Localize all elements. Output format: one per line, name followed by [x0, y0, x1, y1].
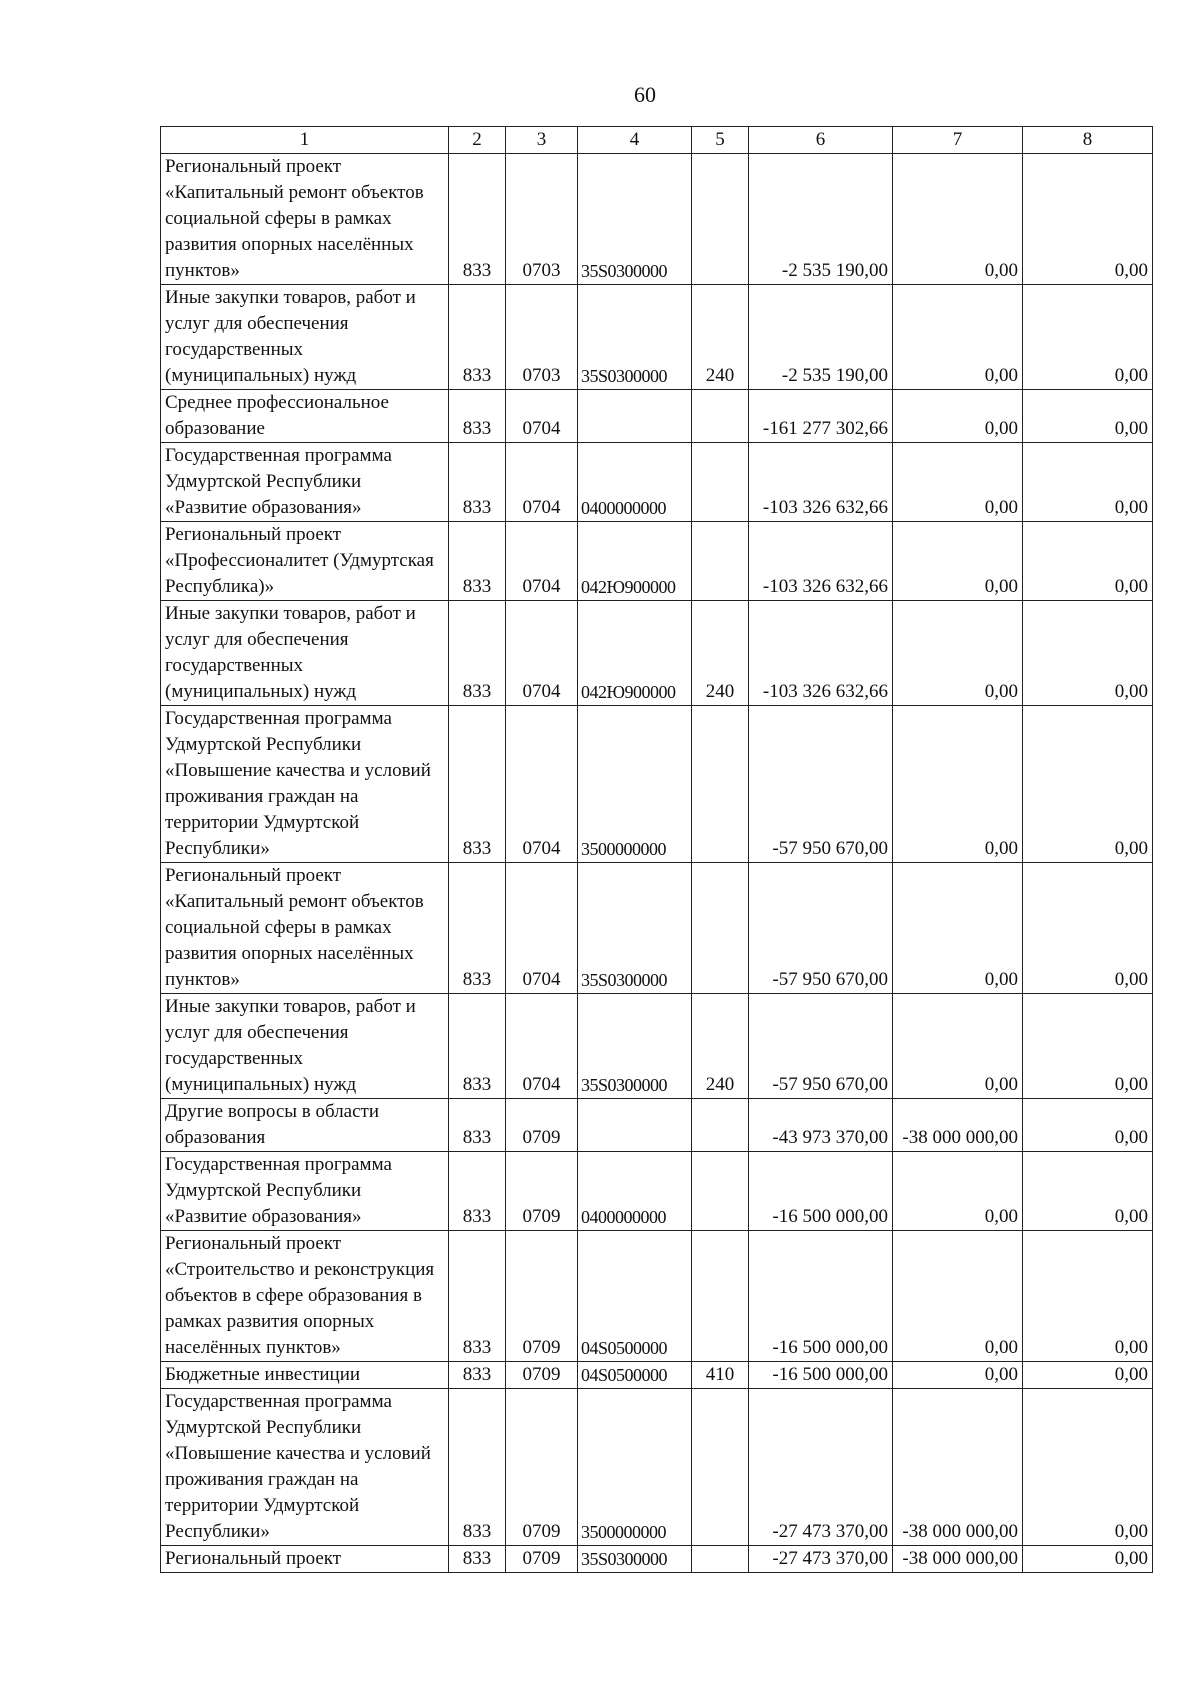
section-code-cell: 0709 [506, 1231, 578, 1362]
amount-col7-cell: 0,00 [893, 154, 1023, 285]
amount-col6-cell: -161 277 302,66 [749, 390, 893, 443]
section-code-cell: 0704 [506, 706, 578, 863]
item-name-cell: Иные закупки товаров, работ и услуг для обеспечения государственных (муниципальных) нужд [161, 285, 449, 390]
amount-col8-cell: 0,00 [1023, 706, 1153, 863]
amount-col7-cell: 0,00 [893, 443, 1023, 522]
amount-col8-cell: 0,00 [1023, 522, 1153, 601]
section-code-cell: 0704 [506, 390, 578, 443]
item-name-cell: Иные закупки товаров, работ и услуг для обеспечения государственных (муниципальных) нужд [161, 601, 449, 706]
ministry-code-cell: 833 [449, 994, 506, 1099]
header-cell: 8 [1023, 127, 1153, 154]
amount-col6-cell: -43 973 370,00 [749, 1099, 893, 1152]
item-name-cell: Государственная программа Удмуртской Республики «Повышение качества и условий проживания граждан на территории Удмуртской Республики» [161, 706, 449, 863]
amount-col6-cell: -103 326 632,66 [749, 443, 893, 522]
target-article-cell [578, 1099, 692, 1152]
target-article-cell: 35S0300000 [578, 1546, 692, 1573]
amount-col6-cell: -103 326 632,66 [749, 601, 893, 706]
section-code-cell: 0709 [506, 1546, 578, 1573]
target-article-cell: 042Ю900000 [578, 522, 692, 601]
ministry-code-cell: 833 [449, 1362, 506, 1389]
amount-col8-cell: 0,00 [1023, 285, 1153, 390]
amount-col8-cell: 0,00 [1023, 1362, 1153, 1389]
header-cell: 3 [506, 127, 578, 154]
amount-col7-cell: 0,00 [893, 390, 1023, 443]
target-article-cell: 04S0500000 [578, 1231, 692, 1362]
expense-type-cell [692, 390, 749, 443]
amount-col8-cell: 0,00 [1023, 601, 1153, 706]
section-code-cell: 0709 [506, 1389, 578, 1546]
ministry-code-cell: 833 [449, 1152, 506, 1231]
amount-col6-cell: -16 500 000,00 [749, 1231, 893, 1362]
amount-col8-cell: 0,00 [1023, 1099, 1153, 1152]
amount-col6-cell: -57 950 670,00 [749, 706, 893, 863]
amount-col6-cell: -103 326 632,66 [749, 522, 893, 601]
expense-type-cell [692, 1389, 749, 1546]
amount-col8-cell: 0,00 [1023, 154, 1153, 285]
section-code-cell: 0704 [506, 443, 578, 522]
target-article-cell: 3500000000 [578, 706, 692, 863]
amount-col8-cell: 0,00 [1023, 1389, 1153, 1546]
table-row [161, 1389, 1153, 1546]
amount-col6-cell: -2 535 190,00 [749, 285, 893, 390]
expense-type-cell: 410 [692, 1362, 749, 1389]
ministry-code-cell: 833 [449, 522, 506, 601]
target-article-cell: 35S0300000 [578, 154, 692, 285]
amount-col7-cell: -38 000 000,00 [893, 1546, 1023, 1573]
expense-type-cell [692, 706, 749, 863]
table-row [161, 443, 1153, 522]
section-code-cell: 0703 [506, 154, 578, 285]
table-row [161, 1231, 1153, 1362]
item-name-cell: Другие вопросы в области образования [161, 1099, 449, 1152]
amount-col8-cell: 0,00 [1023, 863, 1153, 994]
section-code-cell: 0709 [506, 1099, 578, 1152]
expense-type-cell [692, 443, 749, 522]
target-article-cell: 0400000000 [578, 443, 692, 522]
amount-col7-cell: 0,00 [893, 522, 1023, 601]
header-cell: 4 [578, 127, 692, 154]
item-name-cell: Региональный проект «Строительство и реконструкция объектов в сфере образования в рамках развития опорных населённых пунктов» [161, 1231, 449, 1362]
target-article-cell: 35S0300000 [578, 285, 692, 390]
amount-col6-cell: -57 950 670,00 [749, 863, 893, 994]
amount-col7-cell: 0,00 [893, 1362, 1023, 1389]
expense-type-cell [692, 154, 749, 285]
expense-type-cell [692, 522, 749, 601]
table-row [161, 863, 1153, 994]
item-name-cell: Региональный проект [161, 1546, 449, 1573]
amount-col7-cell: 0,00 [893, 706, 1023, 863]
table-row [161, 522, 1153, 601]
amount-col8-cell: 0,00 [1023, 1546, 1153, 1573]
item-name-cell: Региональный проект «Капитальный ремонт объектов социальной сферы в рамках развития опорных населённых пунктов» [161, 154, 449, 285]
section-code-cell: 0703 [506, 285, 578, 390]
expense-type-cell: 240 [692, 601, 749, 706]
amount-col6-cell: -57 950 670,00 [749, 994, 893, 1099]
table-row [161, 1152, 1153, 1231]
table-row [161, 601, 1153, 706]
table-row [161, 1546, 1153, 1573]
ministry-code-cell: 833 [449, 863, 506, 994]
item-name-cell: Региональный проект «Капитальный ремонт объектов социальной сферы в рамках развития опорных населённых пунктов» [161, 863, 449, 994]
item-name-cell: Среднее профессиональное образование [161, 390, 449, 443]
amount-col8-cell: 0,00 [1023, 1152, 1153, 1231]
budget-table [160, 126, 1153, 1573]
amount-col7-cell: 0,00 [893, 601, 1023, 706]
target-article-cell: 0400000000 [578, 1152, 692, 1231]
ministry-code-cell: 833 [449, 285, 506, 390]
ministry-code-cell: 833 [449, 1389, 506, 1546]
expense-type-cell: 240 [692, 285, 749, 390]
amount-col6-cell: -2 535 190,00 [749, 154, 893, 285]
section-code-cell: 0709 [506, 1152, 578, 1231]
expense-type-cell [692, 1152, 749, 1231]
expense-type-cell: 240 [692, 994, 749, 1099]
target-article-cell [578, 390, 692, 443]
amount-col6-cell: -16 500 000,00 [749, 1152, 893, 1231]
item-name-cell: Иные закупки товаров, работ и услуг для обеспечения государственных (муниципальных) нужд [161, 994, 449, 1099]
amount-col7-cell: 0,00 [893, 1152, 1023, 1231]
amount-col7-cell: 0,00 [893, 994, 1023, 1099]
table-header-row [161, 127, 1153, 154]
ministry-code-cell: 833 [449, 1546, 506, 1573]
amount-col6-cell: -27 473 370,00 [749, 1389, 893, 1546]
header-cell: 6 [749, 127, 893, 154]
amount-col8-cell: 0,00 [1023, 390, 1153, 443]
table-row [161, 390, 1153, 443]
expense-type-cell [692, 863, 749, 994]
item-name-cell: Государственная программа Удмуртской Республики «Развитие образования» [161, 1152, 449, 1231]
amount-col8-cell: 0,00 [1023, 443, 1153, 522]
amount-col8-cell: 0,00 [1023, 994, 1153, 1099]
target-article-cell: 04S0500000 [578, 1362, 692, 1389]
expense-type-cell [692, 1546, 749, 1573]
target-article-cell: 042Ю900000 [578, 601, 692, 706]
item-name-cell: Государственная программа Удмуртской Республики «Развитие образования» [161, 443, 449, 522]
amount-col6-cell: -16 500 000,00 [749, 1362, 893, 1389]
header-cell: 5 [692, 127, 749, 154]
section-code-cell: 0704 [506, 522, 578, 601]
section-code-cell: 0709 [506, 1362, 578, 1389]
ministry-code-cell: 833 [449, 601, 506, 706]
section-code-cell: 0704 [506, 863, 578, 994]
amount-col7-cell: -38 000 000,00 [893, 1099, 1023, 1152]
target-article-cell: 35S0300000 [578, 994, 692, 1099]
section-code-cell: 0704 [506, 994, 578, 1099]
table-row [161, 994, 1153, 1099]
item-name-cell: Бюджетные инвестиции [161, 1362, 449, 1389]
ministry-code-cell: 833 [449, 1099, 506, 1152]
item-name-cell: Региональный проект «Профессионалитет (Удмуртская Республика)» [161, 522, 449, 601]
amount-col6-cell: -27 473 370,00 [749, 1546, 893, 1573]
amount-col8-cell: 0,00 [1023, 1231, 1153, 1362]
amount-col7-cell: 0,00 [893, 285, 1023, 390]
ministry-code-cell: 833 [449, 390, 506, 443]
ministry-code-cell: 833 [449, 443, 506, 522]
target-article-cell: 35S0300000 [578, 863, 692, 994]
ministry-code-cell: 833 [449, 706, 506, 863]
page-number: 60 [634, 82, 656, 107]
expense-type-cell [692, 1231, 749, 1362]
header-cell: 2 [449, 127, 506, 154]
item-name-cell: Государственная программа Удмуртской Республики «Повышение качества и условий проживания граждан на территории Удмуртской Республики» [161, 1389, 449, 1546]
table-row [161, 1362, 1153, 1389]
amount-col7-cell: -38 000 000,00 [893, 1389, 1023, 1546]
amount-col7-cell: 0,00 [893, 863, 1023, 994]
ministry-code-cell: 833 [449, 1231, 506, 1362]
header-cell: 1 [161, 127, 449, 154]
amount-col7-cell: 0,00 [893, 1231, 1023, 1362]
ministry-code-cell: 833 [449, 154, 506, 285]
table-row [161, 1099, 1153, 1152]
expense-type-cell [692, 1099, 749, 1152]
table-row [161, 154, 1153, 285]
section-code-cell: 0704 [506, 601, 578, 706]
target-article-cell: 3500000000 [578, 1389, 692, 1546]
table-row [161, 285, 1153, 390]
table-row [161, 706, 1153, 863]
header-cell: 7 [893, 127, 1023, 154]
